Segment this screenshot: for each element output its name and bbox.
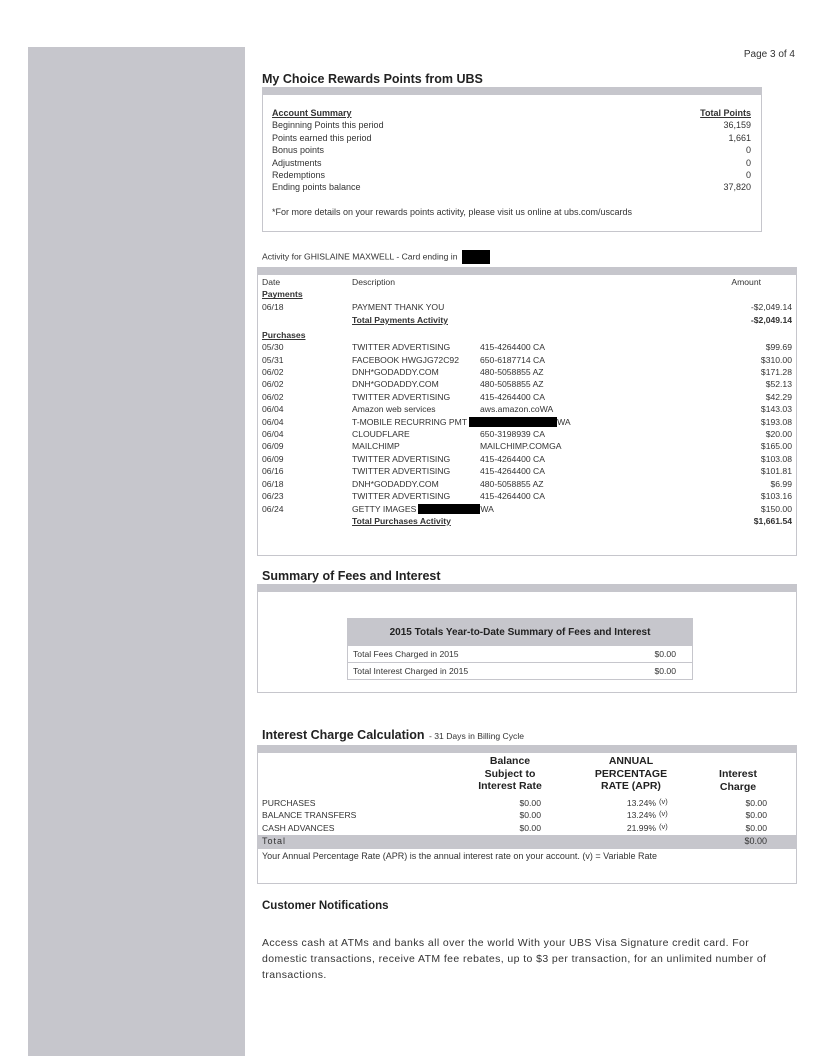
merchant-name: CLOUDFLARE xyxy=(352,429,410,440)
merchant-name: TWITTER ADVERTISING xyxy=(352,391,451,402)
variable-rate-flag: (v) xyxy=(659,809,668,819)
purchase-row xyxy=(262,403,792,415)
transaction-date: 05/30 xyxy=(262,342,284,353)
fees-row-label: Total Fees Charged in 2015 xyxy=(353,649,459,659)
rewards-row-label: Points earned this period xyxy=(272,132,372,143)
merchant-detail: aws.amazon.coWA xyxy=(480,404,554,415)
transaction-description xyxy=(352,366,761,378)
interest-row-balance: $0.00 xyxy=(519,798,541,808)
transaction-date: 06/02 xyxy=(262,391,284,402)
transaction-amount: $101.81 xyxy=(760,466,792,477)
rewards-row xyxy=(272,144,751,156)
merchant-detail: 480-5058855 AZ xyxy=(480,478,544,489)
merchant-name: TWITTER ADVERTISING xyxy=(352,466,451,477)
interest-total-row xyxy=(258,835,796,849)
interest-title-line xyxy=(262,726,524,744)
transaction-description: PAYMENT THANK YOU xyxy=(352,302,445,313)
purchase-row xyxy=(262,490,792,502)
transaction-description xyxy=(352,428,766,440)
transaction-date: 06/02 xyxy=(262,367,284,378)
transaction-date: 06/24 xyxy=(262,503,284,514)
fees-table-heading: 2015 Totals Year-to-Date Summary of Fees and Interest xyxy=(348,619,692,646)
interest-row-label: PURCHASES xyxy=(262,798,316,808)
account-summary-heading: Account Summary xyxy=(272,108,352,118)
transaction-date: 06/04 xyxy=(262,416,284,427)
transaction-amount: $193.08 xyxy=(760,416,792,427)
left-margin-band xyxy=(28,47,245,1056)
rewards-box xyxy=(262,95,762,232)
merchant-name: MAILCHIMP xyxy=(352,441,400,452)
rewards-row xyxy=(272,119,751,131)
interest-box xyxy=(257,753,797,884)
merchant-name: DNH*GODADDY.COM xyxy=(352,367,439,378)
purchase-row xyxy=(262,478,792,490)
fees-title: Summary of Fees and Interest xyxy=(262,569,441,583)
merchant-detail: 415-4264400 CA xyxy=(480,466,545,477)
rewards-row-value: 0 xyxy=(745,145,751,156)
interest-note: Your Annual Percentage Rate (APR) is the annual interest rate on your account. (v) = Variable Rate xyxy=(262,851,657,861)
fees-row xyxy=(348,646,692,663)
interest-row-label: CASH ADVANCES xyxy=(262,822,335,833)
apr-header-line2: PERCENTAGE xyxy=(594,767,668,780)
rewards-row xyxy=(272,181,751,193)
rewards-row xyxy=(272,169,751,181)
merchant-detail: 650-6187714 CA xyxy=(480,354,545,365)
merchant-detail: 415-4264400 CA xyxy=(480,391,545,402)
merchant-detail: 415-4264400 CA xyxy=(480,491,545,502)
amount-header: Amount xyxy=(731,277,761,287)
interest-row-apr: 13.24% xyxy=(626,810,656,821)
merchant-detail: MAILCHIMP.COMGA xyxy=(480,441,562,452)
transaction-date: 06/16 xyxy=(262,466,284,477)
interest-row-charge: $0.00 xyxy=(745,822,767,833)
transaction-amount: $42.29 xyxy=(765,391,792,402)
merchant-detail: 480-5058855 AZ xyxy=(480,379,544,390)
rewards-row xyxy=(272,132,751,144)
merchant-detail: 480-5058855 AZ xyxy=(480,367,544,378)
purchase-row xyxy=(262,366,792,378)
transaction-description xyxy=(352,490,761,502)
interest-row-apr: 21.99% xyxy=(626,822,656,833)
apr-header-line1: ANNUAL xyxy=(608,755,654,767)
rewards-row-value: 1,661 xyxy=(728,132,751,143)
merchant-detail: 415-4264400 CA xyxy=(480,453,545,464)
rewards-row-label: Beginning Points this period xyxy=(272,120,384,131)
transaction-date: 06/04 xyxy=(262,404,284,415)
transaction-amount: $52.13 xyxy=(765,379,792,390)
purchases-heading: Purchases xyxy=(262,329,306,340)
transaction-date: 06/23 xyxy=(262,491,284,502)
merchant-detail: WA xyxy=(557,416,571,427)
transaction-amount: $103.08 xyxy=(760,453,792,464)
transaction-date: 06/02 xyxy=(262,379,284,390)
variable-rate-flag: (v) xyxy=(659,821,668,831)
merchant-name: GETTY IMAGES xyxy=(352,503,417,514)
transaction-date: 06/04 xyxy=(262,429,284,440)
redacted-block xyxy=(418,504,480,514)
rewards-row-value: 0 xyxy=(745,170,751,181)
interest-row-apr: 13.24% xyxy=(626,798,656,808)
payments-total-row xyxy=(262,314,792,326)
apr-header-line3: RATE (APR) xyxy=(601,780,661,792)
purchase-row xyxy=(262,378,792,390)
notifications-title: Customer Notifications xyxy=(262,900,389,912)
rewards-row-label: Redemptions xyxy=(272,170,326,181)
rewards-row-value: 37,820 xyxy=(723,182,751,193)
activity-bar xyxy=(257,267,797,275)
balance-header-line2: Subject to xyxy=(484,767,536,780)
transaction-date: 06/09 xyxy=(262,453,284,464)
merchant-name: DNH*GODADDY.COM xyxy=(352,478,439,489)
interest-row xyxy=(262,797,796,809)
payments-total-label: Total Payments Activity xyxy=(352,314,448,325)
page-number: Page 3 of 4 xyxy=(743,49,795,60)
transaction-amount: $310.00 xyxy=(760,354,792,365)
merchant-name: TWITTER ADVERTISING xyxy=(352,342,451,353)
interest-row xyxy=(262,809,796,821)
rewards-note: *For more details on your rewards points activity, please visit us online at ubs.com/uscards xyxy=(272,207,632,217)
charge-col-header xyxy=(698,768,778,793)
interest-bar xyxy=(257,745,797,753)
merchant-name: FACEBOOK HWGJG72C92 xyxy=(352,354,459,365)
purchases-total-row xyxy=(262,515,792,527)
transaction-date: 06/18 xyxy=(262,478,284,489)
transaction-amount: $150.00 xyxy=(760,503,792,514)
purchase-row xyxy=(262,416,792,428)
merchant-detail: WA xyxy=(480,503,494,514)
fees-table xyxy=(347,618,693,680)
rewards-bar xyxy=(262,87,762,95)
interest-total-value: $0.00 xyxy=(744,836,767,846)
payments-total-amount: -$2,049.14 xyxy=(750,314,792,325)
transaction-description xyxy=(352,416,761,428)
purchases-heading-row xyxy=(262,326,792,341)
balance-header-line3: Interest Rate xyxy=(478,780,542,792)
fees-row-label: Total Interest Charged in 2015 xyxy=(353,666,469,676)
purchases-total-amount: $1,661.54 xyxy=(753,515,792,526)
fees-row-value: $0.00 xyxy=(654,666,676,676)
fees-row-value: $0.00 xyxy=(654,649,676,659)
transaction-description xyxy=(352,391,766,403)
transaction-date: 05/31 xyxy=(262,354,284,365)
apr-col-header xyxy=(576,755,686,793)
transaction-description xyxy=(352,440,761,452)
purchase-row xyxy=(262,440,792,452)
transaction-amount: $20.00 xyxy=(765,429,792,440)
interest-row-charge: $0.00 xyxy=(745,810,767,821)
rewards-row-label: Ending points balance xyxy=(272,182,361,193)
transaction-date: 06/09 xyxy=(262,441,284,452)
purchase-row xyxy=(262,503,792,515)
merchant-name: DNH*GODADDY.COM xyxy=(352,379,439,390)
payments-heading: Payments xyxy=(262,289,303,300)
purchase-row xyxy=(262,453,792,465)
rewards-row-value: 0 xyxy=(745,157,751,168)
date-header: Date xyxy=(262,277,281,287)
purchases-total-label: Total Purchases Activity xyxy=(352,515,451,526)
merchant-name: TWITTER ADVERTISING xyxy=(352,453,451,464)
merchant-name: T-MOBILE RECURRING PMT xyxy=(352,416,468,427)
transaction-description xyxy=(352,478,770,490)
transaction-description xyxy=(352,354,761,366)
activity-label-text: Activity for GHISLAINE MAXWELL - Card ending in xyxy=(262,251,458,262)
merchant-detail: 415-4264400 CA xyxy=(480,342,545,353)
transaction-date: 06/18 xyxy=(262,302,284,313)
rewards-title: My Choice Rewards Points from UBS xyxy=(262,72,483,86)
interest-total-label: Total xyxy=(262,836,287,846)
rewards-row-label: Adjustments xyxy=(272,157,322,168)
transaction-description xyxy=(352,503,761,515)
rewards-header-row xyxy=(272,107,751,119)
payment-row xyxy=(262,301,792,313)
fees-row xyxy=(348,663,692,679)
charge-header-line1: Interest xyxy=(719,768,757,780)
purchase-row xyxy=(262,428,792,440)
transaction-description xyxy=(352,465,761,477)
transaction-description xyxy=(352,341,766,353)
rewards-row xyxy=(272,157,751,169)
transaction-amount: $143.03 xyxy=(760,404,792,415)
interest-row xyxy=(262,822,796,834)
transaction-amount: -$2,049.14 xyxy=(750,302,792,313)
variable-rate-flag: (v) xyxy=(659,797,668,806)
redacted-block xyxy=(469,417,557,427)
balance-col-header xyxy=(455,755,565,793)
activity-header-row xyxy=(262,276,792,288)
activity-label xyxy=(262,250,490,264)
balance-header-line1: Balance xyxy=(489,755,531,767)
transaction-description xyxy=(352,453,761,465)
transaction-amount: $6.99 xyxy=(770,478,792,489)
redacted-card-number xyxy=(462,250,490,264)
transaction-amount: $165.00 xyxy=(760,441,792,452)
transaction-amount: $99.69 xyxy=(765,342,792,353)
interest-title: Interest Charge Calculation xyxy=(262,728,425,742)
purchase-row xyxy=(262,341,792,353)
purchase-row xyxy=(262,354,792,366)
charge-header-line2: Charge xyxy=(719,780,757,793)
interest-subtitle: - 31 Days in Billing Cycle xyxy=(429,731,525,741)
interest-row-charge: $0.00 xyxy=(745,798,767,808)
merchant-detail: 650-3198939 CA xyxy=(480,429,545,440)
rewards-row-value: 36,159 xyxy=(723,120,751,131)
rewards-row-label: Bonus points xyxy=(272,145,325,156)
interest-row-label: BALANCE TRANSFERS xyxy=(262,810,357,821)
fees-box xyxy=(257,592,797,693)
purchase-row xyxy=(262,391,792,403)
fees-bar xyxy=(257,584,797,592)
description-header: Description xyxy=(352,277,395,287)
transaction-description xyxy=(352,403,761,415)
transaction-amount: $103.16 xyxy=(760,491,792,502)
merchant-name: TWITTER ADVERTISING xyxy=(352,491,451,502)
transaction-amount: $171.28 xyxy=(760,367,792,378)
interest-row-balance: $0.00 xyxy=(519,822,541,833)
transaction-description xyxy=(352,378,766,390)
merchant-name: Amazon web services xyxy=(352,404,436,415)
purchase-row xyxy=(262,465,792,477)
interest-row-balance: $0.00 xyxy=(519,810,541,821)
notifications-body: Access cash at ATMs and banks all over the world With your UBS Visa Signature credit card. For domestic transactions, receive ATM fee rebates, up to $3 per transaction, for an unlimited number of transactions. xyxy=(262,937,767,981)
payments-heading-row xyxy=(262,288,792,301)
total-points-heading: Total Points xyxy=(700,108,751,118)
activity-box xyxy=(257,275,797,556)
